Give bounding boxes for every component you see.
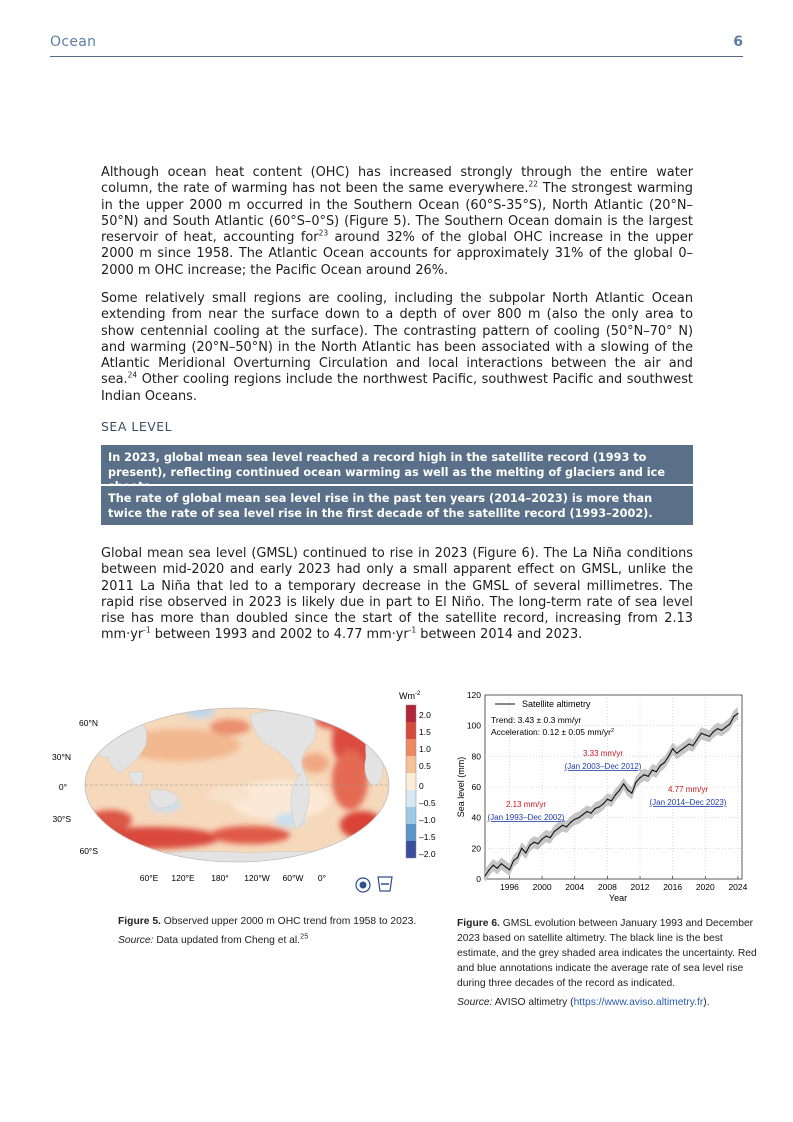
colorbar-tick: 1.5 xyxy=(419,727,431,737)
data-point xyxy=(513,860,514,861)
y-tick-label: 80 xyxy=(471,751,481,762)
data-point xyxy=(529,845,530,846)
data-point xyxy=(652,770,653,771)
data-point xyxy=(558,828,559,829)
x-tick-label: 2024 xyxy=(728,882,748,892)
y-tick-label: 0 xyxy=(476,874,481,884)
data-point xyxy=(697,739,698,740)
data-point xyxy=(550,837,551,838)
paragraph-ohc: Although ocean heat content (OHC) has increased strongly through the entire water column, the rate of warming has not been the same everywhere.$^{22}$ The strongest warming in the upper 2000 m occurred in the Southern Ocean (60°S-35°S), North Atlantic (20°N–50°N) and South Atlantic (60°S–0°S) (Figure 5). The Southern Ocean domain is the largest reservoir of heat, accounting for$^{23}$ around 32% of the global OHC increase in the upper 2000 m since 1958. The Atlantic Ocean accounts for approximately 31% of the global 0–2000 m OHC increase; the Pacific Ocean around 26%. xyxy=(101,165,693,278)
lat-label: 30°S xyxy=(52,814,71,824)
x-tick-label: 2020 xyxy=(695,882,715,892)
footnote-ref[interactable]: 22 xyxy=(528,180,538,189)
lon-label: 120°E xyxy=(171,873,195,883)
acceleration-text: Acceleration: 0.12 ± 0.05 $mm/yr^2$ xyxy=(491,727,615,737)
data-point xyxy=(484,875,485,876)
colorbar-tick: –0.5 xyxy=(419,798,436,808)
lon-label: 60°E xyxy=(139,873,159,883)
trend-text: Trend: 3.43 ± 0.3 mm/yr xyxy=(491,715,582,725)
data-point xyxy=(586,811,587,812)
colorbar-tick: 0 xyxy=(419,781,424,791)
page-number: 6 xyxy=(733,34,743,50)
lon-label: 120°W xyxy=(244,873,270,883)
gmsl-chart xyxy=(450,683,750,905)
period-annotation: (Jan 2003–Dec 2012) xyxy=(564,762,642,771)
x-tick-label: 2004 xyxy=(565,882,585,892)
y-axis-label: Sea level (mm) xyxy=(456,756,466,818)
y-tick-label: 60 xyxy=(471,782,481,792)
sea-level-heading: SEA LEVEL xyxy=(101,419,173,434)
x-axis-label: Year xyxy=(608,893,628,903)
data-point xyxy=(668,756,669,757)
lat-label: 60°S xyxy=(79,846,98,856)
data-point xyxy=(497,868,498,869)
y-tick-label: 40 xyxy=(471,812,481,823)
data-point xyxy=(688,743,689,744)
lat-label: 0° xyxy=(58,782,67,792)
data-point xyxy=(570,822,571,823)
data-point xyxy=(546,835,547,836)
colorbar-tick: –1.0 xyxy=(419,815,436,825)
data-point xyxy=(664,762,665,763)
legend-entry: Satellite altimetry xyxy=(522,699,591,709)
paragraph-cooling: Some relatively small regions are cooling, including the subpolar North Atlantic Ocean extending from near the surface down to a depth of over 800 m (also the only area to show centennial cooling at the surface). The contrasting pattern of cooling (50°N–70° N) and warming (20°N–50°N) in the North Atlantic has been associated with a slowing of the Atlantic Meridional Overturning Circulation and local interactions between the air and sea.$^{24}$ Other cooling regions include the northwest Pacific, southwest Pacific and southwest Indian Oceans. xyxy=(101,291,693,404)
rate-annotation: 2.13 mm/yr xyxy=(505,800,547,809)
x-tick-label: 2000 xyxy=(532,882,552,892)
data-point xyxy=(701,733,702,734)
data-point xyxy=(623,783,624,784)
data-point xyxy=(566,826,567,827)
data-point xyxy=(615,794,616,795)
rate-annotation: 3.33 mm/yr xyxy=(582,749,624,758)
data-point xyxy=(611,800,612,801)
data-point xyxy=(648,776,649,777)
data-point xyxy=(680,750,681,751)
data-point xyxy=(542,839,543,840)
y-tick-label: 20 xyxy=(471,843,481,854)
institution-logo xyxy=(356,878,370,892)
lon-label: 60°W xyxy=(282,873,304,883)
colorbar-tick: 1.0 xyxy=(419,744,431,754)
data-point xyxy=(607,799,608,800)
data-point xyxy=(635,782,636,783)
colorbar-tick: –2.0 xyxy=(419,849,436,859)
data-point xyxy=(574,819,575,820)
aviso-link[interactable]: https://www.aviso.altimetry.fr xyxy=(573,997,704,1008)
data-point xyxy=(488,869,489,870)
data-point xyxy=(672,748,673,749)
figure5-caption: Figure 5. Observed upper 2000 m OHC trend from 1958 to 2023. Source: Data updated from Cheng et al.$^{25}$ xyxy=(118,916,417,946)
y-tick-labels xyxy=(467,690,481,884)
data-point xyxy=(525,852,526,853)
data-point xyxy=(721,730,722,731)
section-title: Ocean xyxy=(50,34,97,50)
data-point xyxy=(599,806,600,807)
institution-logo xyxy=(378,877,392,891)
data-point xyxy=(578,817,579,818)
data-point xyxy=(619,789,620,790)
paragraph-gmsl: Global mean sea level (GMSL) continued to rise in 2023 (Figure 6). The La Niña conditions between mid-2020 and early 2023 had only a small apparent effect on GMSL, unlike the 2011 La Niña that led to a temporary decrease in the GMSL of several millimetres. The rapid rise observed in 2023 is likely due in part to El Niño. The long-term rate of sea level rise has more than doubled since the start of the satellite record, increasing from 2.13 $mm\cdot yr^{-1}$ between 1993 and 2002 to 4.77 $mm\cdot yr^{-1}$ between 2014 and 2023. xyxy=(101,546,693,643)
data-point xyxy=(705,734,706,735)
data-point xyxy=(660,765,661,766)
data-point xyxy=(639,777,640,778)
colorbar-ticks xyxy=(419,710,436,859)
footnote-ref[interactable]: 23 xyxy=(318,228,329,238)
colorbar-tick: 0.5 xyxy=(419,761,431,771)
data-point xyxy=(493,865,494,866)
data-point xyxy=(501,863,502,864)
x-tick-label: 2012 xyxy=(630,882,650,892)
footnote-ref[interactable]: 25 xyxy=(300,931,309,941)
data-point xyxy=(554,831,555,832)
data-point xyxy=(631,793,632,794)
data-point xyxy=(533,842,534,843)
x-tick-labels xyxy=(500,882,748,892)
period-annotation: (Jan 2014–Dec 2023) xyxy=(649,798,727,807)
data-point xyxy=(684,747,685,748)
colorbar xyxy=(406,705,416,858)
data-point xyxy=(717,728,718,729)
key-message-1: In 2023, global mean sea level reached a record high in the satellite record (1993 to present), reflecting continued ocean warming as well as the melting of glaciers and ice xyxy=(101,445,693,484)
data-point xyxy=(521,848,522,849)
data-point xyxy=(656,771,657,772)
lon-label: 0° xyxy=(317,873,327,883)
data-point xyxy=(590,812,591,813)
y-tick-label: 100 xyxy=(466,720,481,731)
data-point xyxy=(692,745,693,746)
lon-label: 180° xyxy=(211,873,229,883)
data-point xyxy=(537,843,538,844)
lat-label: 60°N xyxy=(79,718,98,728)
data-point xyxy=(509,869,510,870)
data-point xyxy=(676,753,677,754)
data-point xyxy=(627,789,628,790)
colorbar-tick: –1.5 xyxy=(419,832,436,842)
lat-label: 30°N xyxy=(52,752,71,762)
data-point xyxy=(729,724,730,725)
x-tick-label: 2016 xyxy=(663,882,683,892)
colorbar-unit: $Wm^{-2}$ xyxy=(399,691,421,701)
figure6-caption: Figure 6. GMSL evolution between January 1993 and December 2023 based on satellite altimetry. The black line is the best estimate, and the grey shaded area indicates the uncertainty. Red and blue annotations indicate the average rate of sea level rise during three decades of the record as indicated. Source: AVISO altimetry (https://www.aviso.altimetry.fr). xyxy=(457,918,757,1008)
y-tick-label: 120 xyxy=(466,690,481,700)
data-point xyxy=(709,736,710,737)
data-point xyxy=(643,774,644,775)
footnote-ref[interactable]: 24 xyxy=(127,371,138,381)
x-tick-label: 1996 xyxy=(500,882,519,892)
ohc-trend-map xyxy=(50,685,440,905)
data-point xyxy=(603,803,604,804)
data-point xyxy=(733,716,734,717)
rate-annotation: 4.77 mm/yr xyxy=(667,785,709,794)
data-point xyxy=(517,857,518,858)
data-point xyxy=(562,825,563,826)
data-point xyxy=(582,814,583,815)
x-tick-label: 2008 xyxy=(597,882,617,892)
data-point xyxy=(737,713,738,714)
page-header xyxy=(50,34,743,57)
colorbar-tick: 2.0 xyxy=(419,710,431,720)
data-point xyxy=(505,866,506,867)
data-point xyxy=(713,731,714,732)
data-point xyxy=(725,727,726,728)
period-annotation: (Jan 1993–Dec 2002) xyxy=(487,813,565,822)
data-point xyxy=(595,808,596,809)
key-message-2: The rate of global mean sea level rise in the past ten years (2014–2023) is more than twice the rate of sea level rise in the first decade of the satellite record (1993–2002). xyxy=(101,486,693,525)
